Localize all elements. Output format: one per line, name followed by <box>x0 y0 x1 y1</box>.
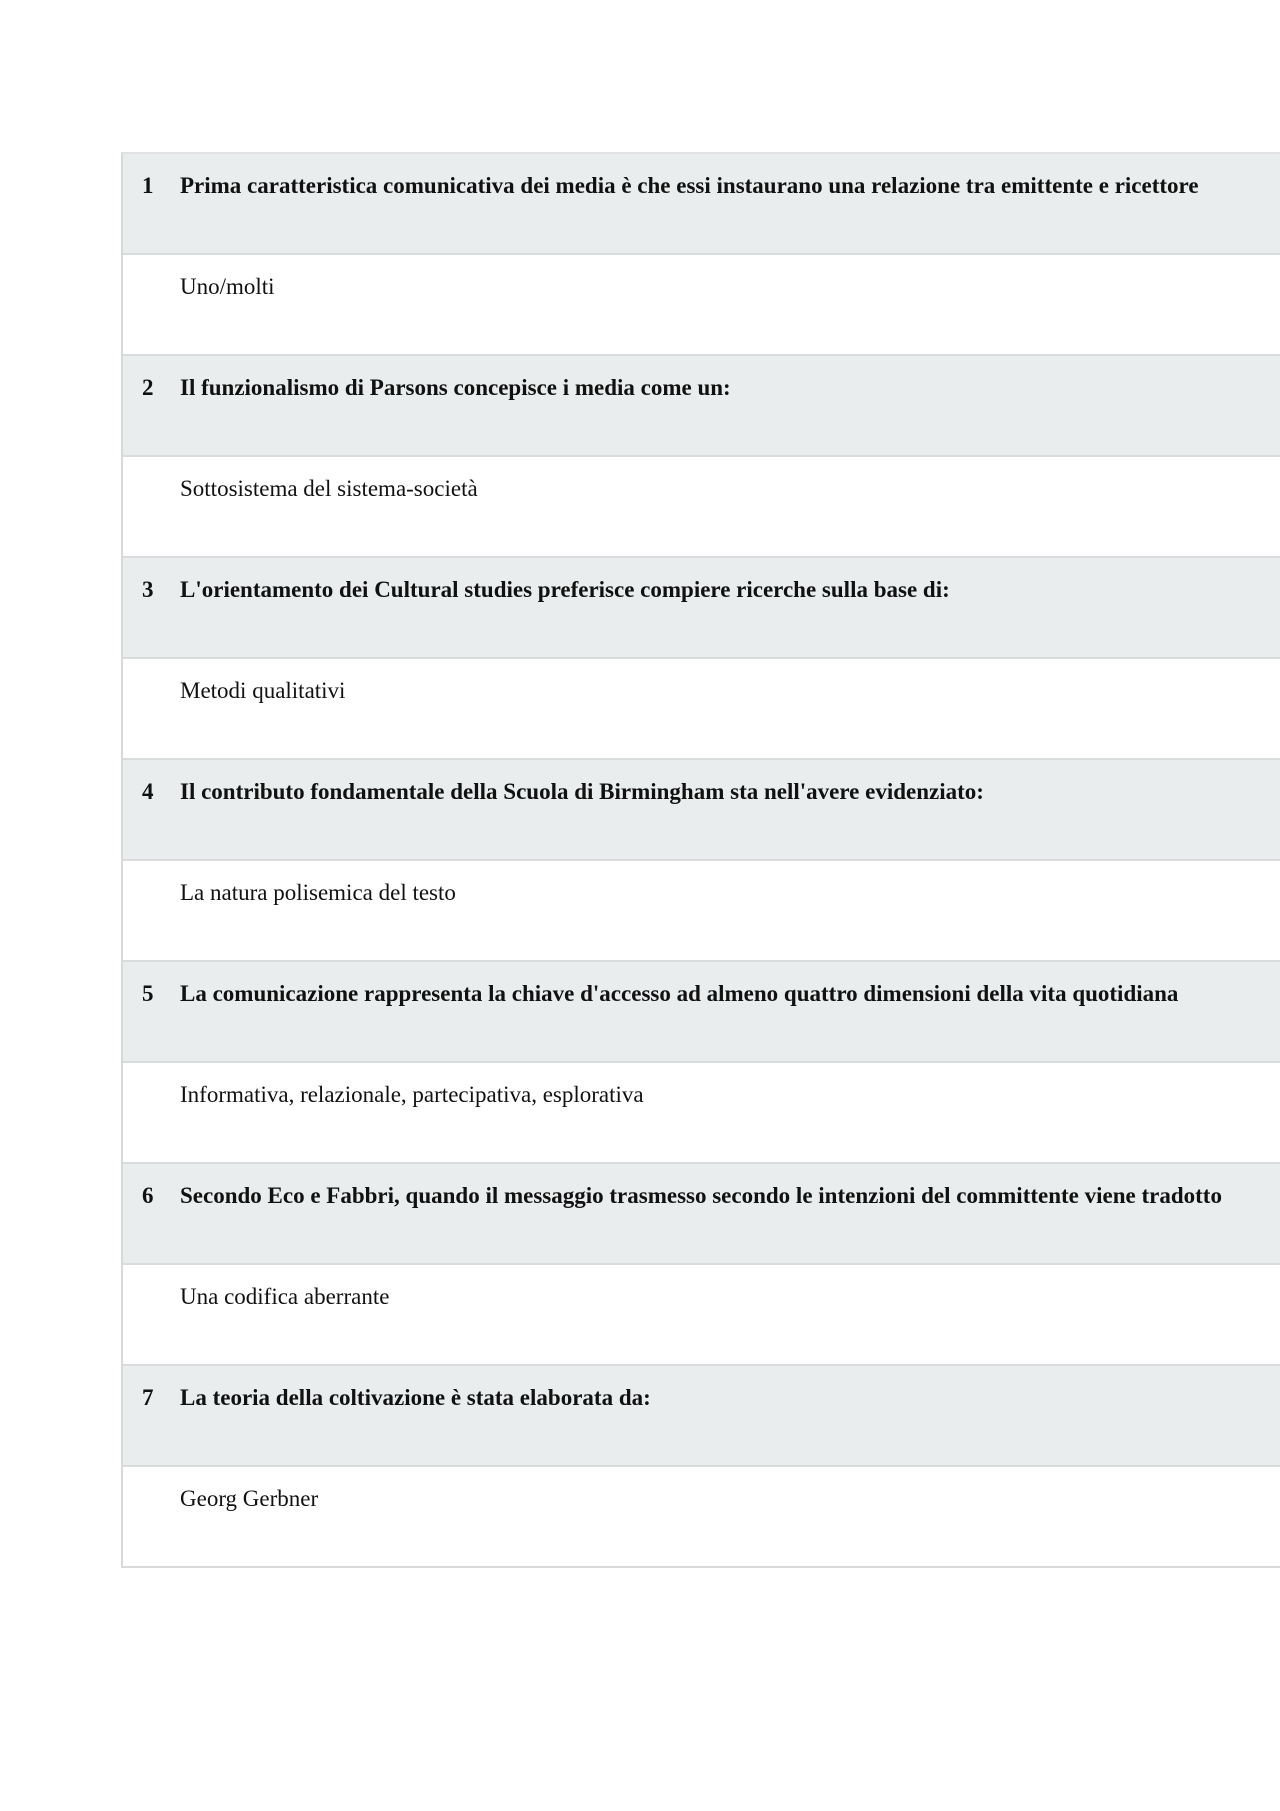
answer-row <box>123 1467 1280 1566</box>
question-text: Prima caratteristica comunicativa dei media è che essi instaurano una relazione tra emittente e ricettore <box>180 173 1199 198</box>
answer-text: Una codifica aberrante <box>180 1284 390 1309</box>
answer-text: Uno/molti <box>180 274 275 299</box>
question-number: 2 <box>142 375 154 400</box>
question-text: L'orientamento dei Cultural studies preferisce compiere ricerche sulla base di: <box>180 577 950 602</box>
question-row <box>123 154 1280 255</box>
answer-row <box>123 1265 1280 1366</box>
question-text: Il funzionalismo di Parsons concepisce i media come un: <box>180 375 731 400</box>
answer-text: Georg Gerbner <box>180 1486 319 1511</box>
answer-row <box>123 861 1280 962</box>
question-row <box>123 962 1280 1063</box>
question-row <box>123 1164 1280 1265</box>
question-text: La teoria della coltivazione è stata elaborata da: <box>180 1385 651 1410</box>
answer-text: Sottosistema del sistema-società <box>180 476 478 501</box>
question-number: 6 <box>142 1183 154 1208</box>
question-text: Il contributo fondamentale della Scuola di Birmingham sta nell'avere evidenziato: <box>180 779 984 804</box>
answer-text: La natura polisemica del testo <box>180 880 456 905</box>
question-row <box>123 760 1280 861</box>
question-row <box>123 1366 1280 1467</box>
question-text: La comunicazione rappresenta la chiave d'accesso ad almeno quattro dimensioni della vita quotidiana <box>180 981 1179 1006</box>
question-text: Secondo Eco e Fabbri, quando il messaggio trasmesso secondo le intenzioni del committente viene tradotto <box>180 1183 1222 1208</box>
question-number: 1 <box>142 173 154 198</box>
question-number: 5 <box>142 981 154 1006</box>
answer-row <box>123 457 1280 558</box>
question-row <box>123 558 1280 659</box>
answer-text: Informativa, relazionale, partecipativa, esplorativa <box>180 1082 644 1107</box>
question-number: 4 <box>142 779 154 804</box>
answer-row <box>123 659 1280 760</box>
answer-row <box>123 1063 1280 1164</box>
question-number: 7 <box>142 1385 154 1410</box>
question-row <box>123 356 1280 457</box>
answer-text: Metodi qualitativi <box>180 678 346 703</box>
quiz-table <box>121 152 1280 1568</box>
question-number: 3 <box>142 577 154 602</box>
answer-row <box>123 255 1280 356</box>
